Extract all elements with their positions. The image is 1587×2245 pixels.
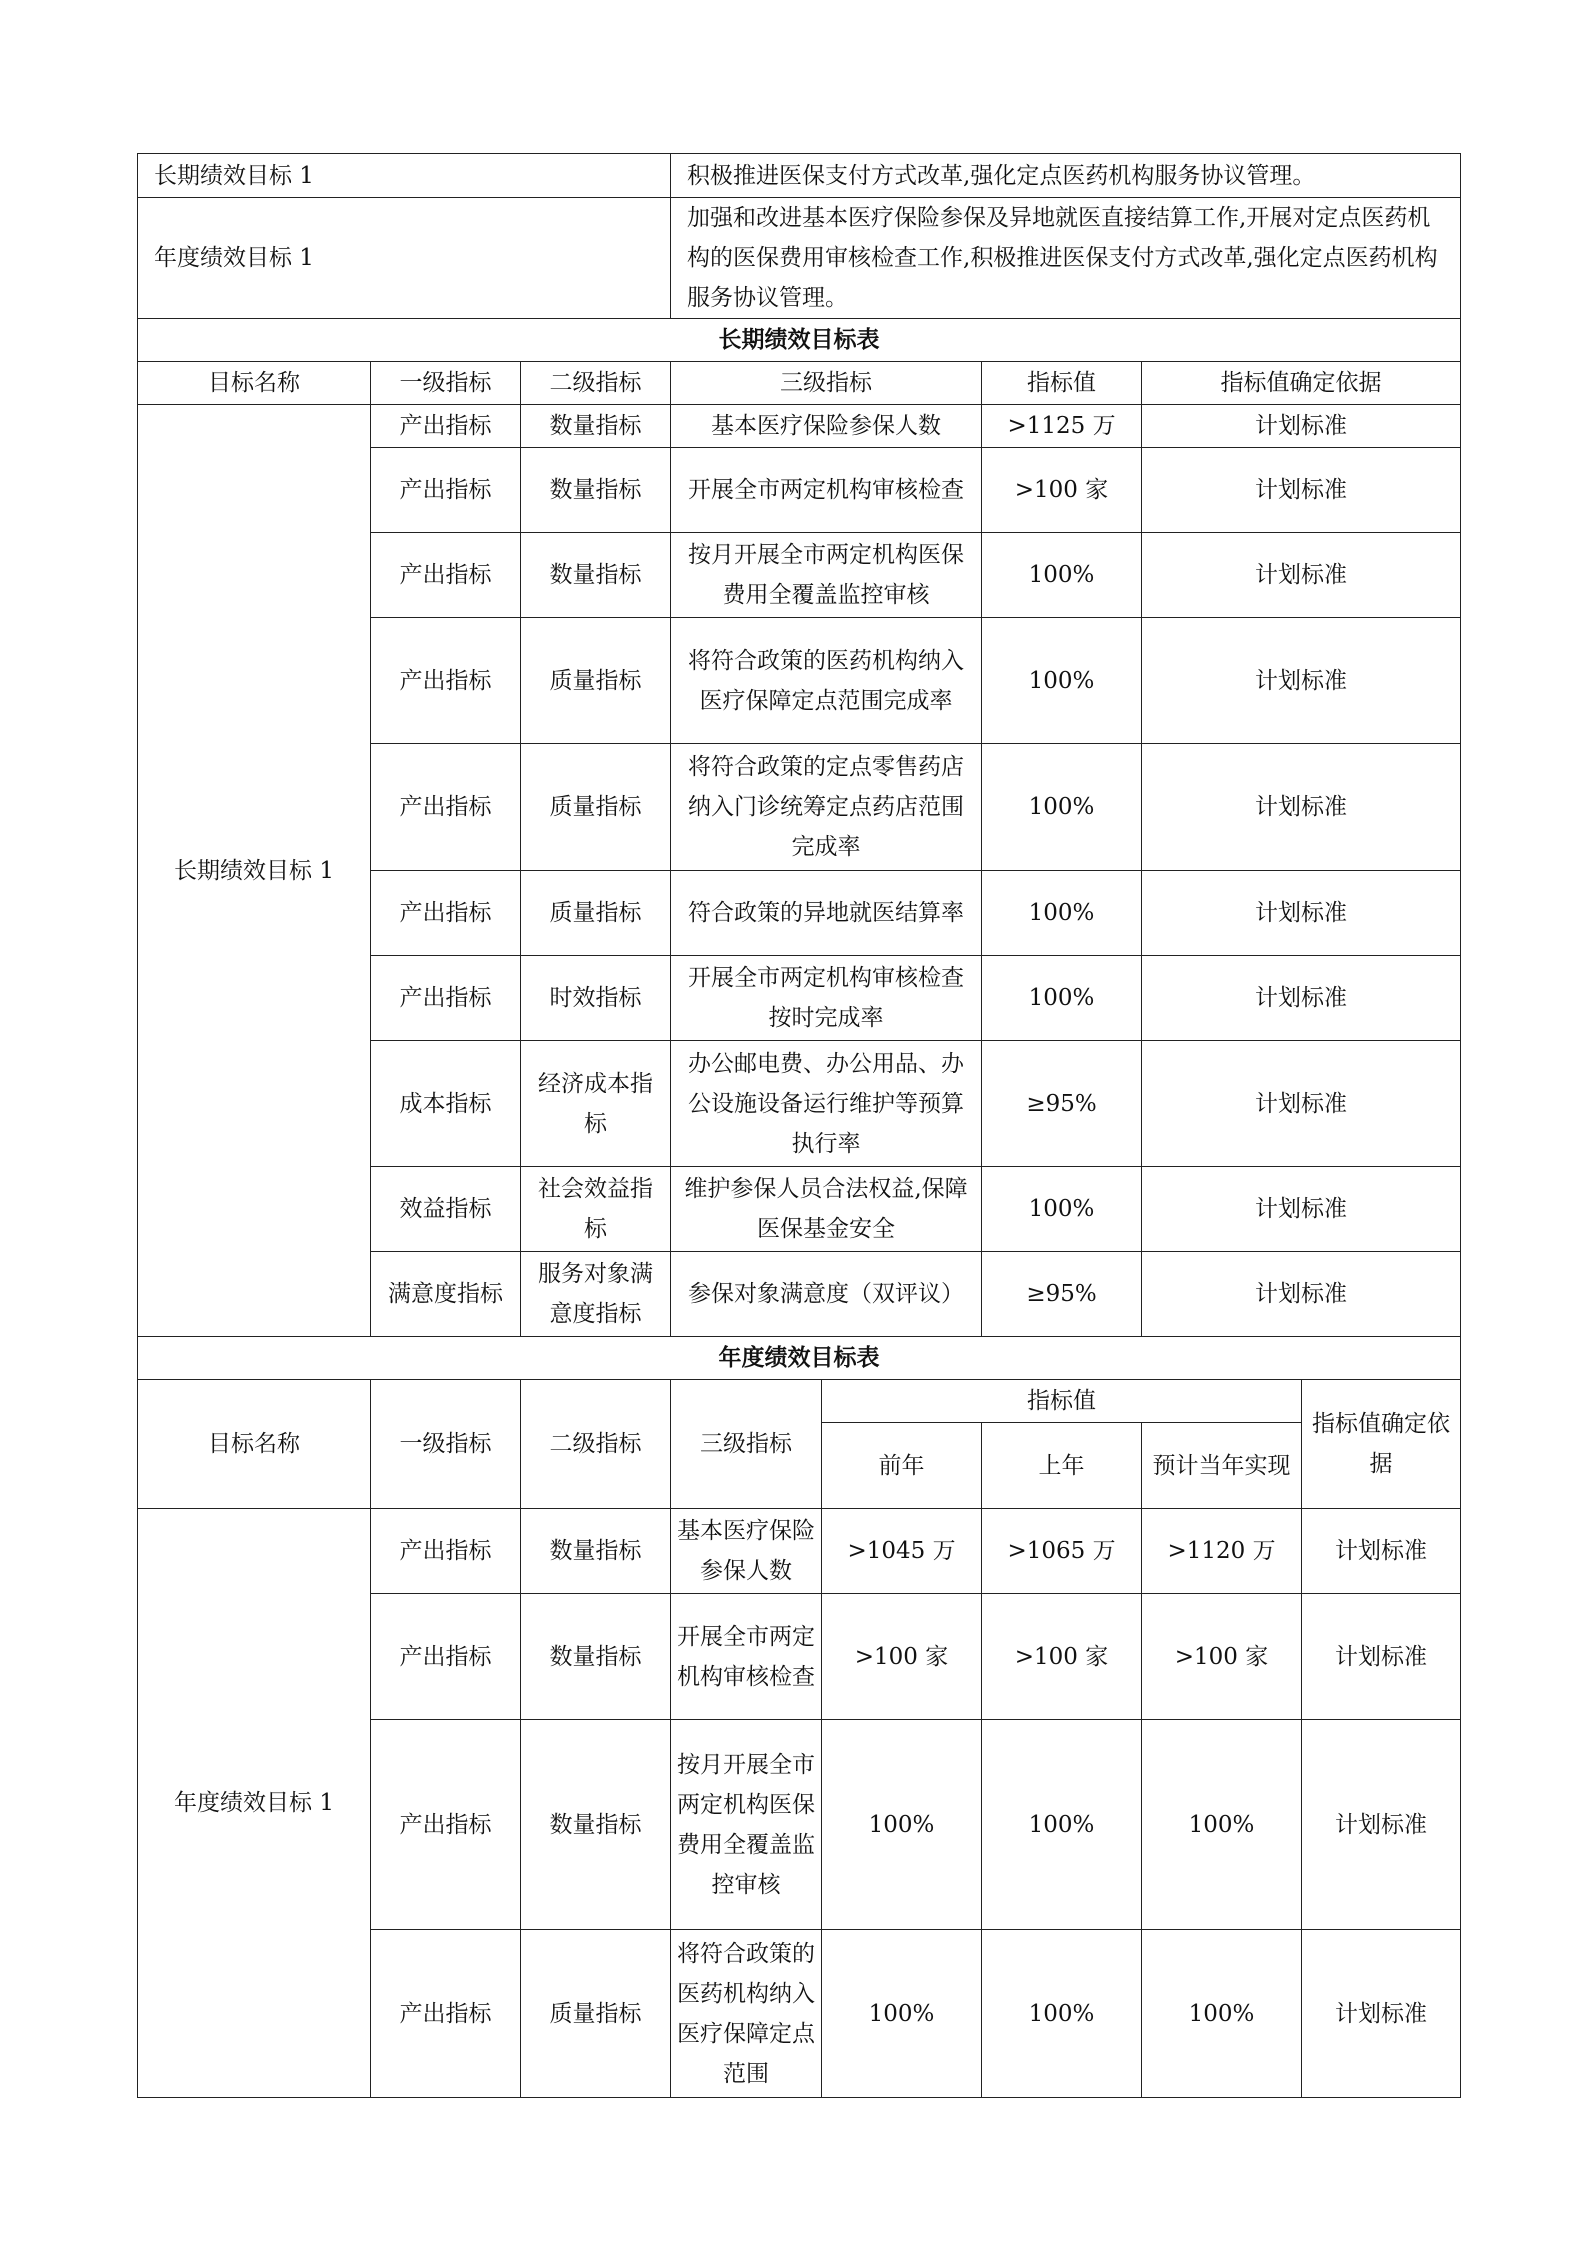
table-row xyxy=(138,405,1461,448)
header-cell: 指标值确定依据 xyxy=(1302,1380,1461,1509)
long-goal-text: 积极推进医保支付方式改革,强化定点医药机构服务协议管理。 xyxy=(671,154,1461,198)
current-value: 100% xyxy=(1142,1720,1302,1930)
level3-cell: 将符合政策的医药机构纳入医疗保障定点范围完成率 xyxy=(671,618,982,744)
value-cell: >100 家 xyxy=(982,448,1142,533)
header-cell: 三级指标 xyxy=(671,362,982,405)
prev2-value: 100% xyxy=(822,1930,982,2098)
header-cell: 指标值 xyxy=(982,362,1142,405)
level3-cell: 将符合政策的定点零售药店纳入门诊统筹定点药店范围完成率 xyxy=(671,744,982,871)
level2-cell: 质量指标 xyxy=(521,871,671,956)
level3-cell: 开展全市两定机构审核检查 xyxy=(671,1594,822,1720)
level1-cell: 产出指标 xyxy=(371,405,521,448)
header-cell: 指标值确定依据 xyxy=(1142,362,1461,405)
level2-cell: 经济成本指标 xyxy=(521,1041,671,1167)
current-value: >1120 万 xyxy=(1142,1509,1302,1594)
level3-cell: 将符合政策的医药机构纳入医疗保障定点范围 xyxy=(671,1930,822,2098)
level3-cell: 维护参保人员合法权益,保障医保基金安全 xyxy=(671,1167,982,1252)
value-cell: 100% xyxy=(982,871,1142,956)
level3-cell: 办公邮电费、办公用品、办公设施设备运行维护等预算执行率 xyxy=(671,1041,982,1167)
value-cell: 100% xyxy=(982,956,1142,1041)
value-cell: 100% xyxy=(982,618,1142,744)
table-row xyxy=(138,1509,1461,1594)
annual-goal-name: 年度绩效目标 1 xyxy=(138,1509,371,2098)
header-cell: 一级指标 xyxy=(371,1380,521,1509)
prev1-value: 100% xyxy=(982,1930,1142,2098)
level2-cell: 服务对象满意度指标 xyxy=(521,1252,671,1337)
level1-cell: 产出指标 xyxy=(371,1509,521,1594)
prev2-value: >1045 万 xyxy=(822,1509,982,1594)
performance-table xyxy=(137,153,1461,2098)
level2-cell: 数量指标 xyxy=(521,1509,671,1594)
basis-cell: 计划标准 xyxy=(1142,405,1461,448)
value-cell: >1125 万 xyxy=(982,405,1142,448)
level2-cell: 数量指标 xyxy=(521,405,671,448)
level2-cell: 数量指标 xyxy=(521,533,671,618)
level3-cell: 按月开展全市两定机构医保费用全覆盖监控审核 xyxy=(671,1720,822,1930)
prev2-value: 100% xyxy=(822,1720,982,1930)
level1-cell: 产出指标 xyxy=(371,956,521,1041)
level3-cell: 开展全市两定机构审核检查按时完成率 xyxy=(671,956,982,1041)
value-cell: ≥95% xyxy=(982,1041,1142,1167)
header-cell: 目标名称 xyxy=(138,362,371,405)
level1-cell: 产出指标 xyxy=(371,618,521,744)
basis-cell: 计划标准 xyxy=(1142,956,1461,1041)
header-cell: 指标值 xyxy=(822,1380,1302,1423)
level3-cell: 按月开展全市两定机构医保费用全覆盖监控审核 xyxy=(671,533,982,618)
long-table-header xyxy=(138,362,1461,405)
value-cell: ≥95% xyxy=(982,1252,1142,1337)
long-goal-label: 长期绩效目标 1 xyxy=(138,154,671,198)
level1-cell: 产出指标 xyxy=(371,871,521,956)
long-goal-name: 长期绩效目标 1 xyxy=(138,405,371,1337)
prev1-value: 100% xyxy=(982,1720,1142,1930)
level2-cell: 社会效益指标 xyxy=(521,1167,671,1252)
level3-cell: 开展全市两定机构审核检查 xyxy=(671,448,982,533)
prev1-value: >100 家 xyxy=(982,1594,1142,1720)
basis-cell: 计划标准 xyxy=(1142,1167,1461,1252)
current-value: >100 家 xyxy=(1142,1594,1302,1720)
level3-cell: 参保对象满意度（双评议） xyxy=(671,1252,982,1337)
level2-cell: 质量指标 xyxy=(521,744,671,871)
annual-goal-label: 年度绩效目标 1 xyxy=(138,198,671,319)
value-cell: 100% xyxy=(982,533,1142,618)
annual-table-title: 年度绩效目标表 xyxy=(138,1337,1461,1380)
header-cell: 一级指标 xyxy=(371,362,521,405)
basis-cell: 计划标准 xyxy=(1142,618,1461,744)
value-cell: 100% xyxy=(982,1167,1142,1252)
header-cell: 二级指标 xyxy=(521,362,671,405)
basis-cell: 计划标准 xyxy=(1142,1252,1461,1337)
basis-cell: 计划标准 xyxy=(1302,1509,1461,1594)
value-cell: 100% xyxy=(982,744,1142,871)
level2-cell: 质量指标 xyxy=(521,618,671,744)
annual-goal-text: 加强和改进基本医疗保险参保及异地就医直接结算工作,开展对定点医药机构的医保费用审核检查工作,积极推进医保支付方式改革,强化定点医药机构服务协议管理。 xyxy=(671,198,1461,319)
level3-cell: 符合政策的异地就医结算率 xyxy=(671,871,982,956)
level1-cell: 产出指标 xyxy=(371,1594,521,1720)
header-cell: 三级指标 xyxy=(671,1380,822,1509)
prev2-value: >100 家 xyxy=(822,1594,982,1720)
level3-cell: 基本医疗保险参保人数 xyxy=(671,1509,822,1594)
level1-cell: 产出指标 xyxy=(371,533,521,618)
level1-cell: 产出指标 xyxy=(371,744,521,871)
basis-cell: 计划标准 xyxy=(1302,1720,1461,1930)
annual-table-header xyxy=(138,1380,1461,1423)
basis-cell: 计划标准 xyxy=(1302,1930,1461,2098)
basis-cell: 计划标准 xyxy=(1142,448,1461,533)
level2-cell: 质量指标 xyxy=(521,1930,671,2098)
level1-cell: 产出指标 xyxy=(371,1720,521,1930)
header-cell: 二级指标 xyxy=(521,1380,671,1509)
level1-cell: 产出指标 xyxy=(371,1930,521,2098)
level3-cell: 基本医疗保险参保人数 xyxy=(671,405,982,448)
level1-cell: 满意度指标 xyxy=(371,1252,521,1337)
header-cell: 上年 xyxy=(982,1423,1142,1509)
header-cell: 目标名称 xyxy=(138,1380,371,1509)
basis-cell: 计划标准 xyxy=(1302,1594,1461,1720)
header-cell: 前年 xyxy=(822,1423,982,1509)
current-value: 100% xyxy=(1142,1930,1302,2098)
basis-cell: 计划标准 xyxy=(1142,744,1461,871)
level2-cell: 数量指标 xyxy=(521,448,671,533)
long-table-title: 长期绩效目标表 xyxy=(138,319,1461,362)
basis-cell: 计划标准 xyxy=(1142,871,1461,956)
basis-cell: 计划标准 xyxy=(1142,533,1461,618)
level2-cell: 数量指标 xyxy=(521,1720,671,1930)
level1-cell: 效益指标 xyxy=(371,1167,521,1252)
level1-cell: 产出指标 xyxy=(371,448,521,533)
level2-cell: 数量指标 xyxy=(521,1594,671,1720)
header-cell: 预计当年实现 xyxy=(1142,1423,1302,1509)
level1-cell: 成本指标 xyxy=(371,1041,521,1167)
basis-cell: 计划标准 xyxy=(1142,1041,1461,1167)
level2-cell: 时效指标 xyxy=(521,956,671,1041)
prev1-value: >1065 万 xyxy=(982,1509,1142,1594)
